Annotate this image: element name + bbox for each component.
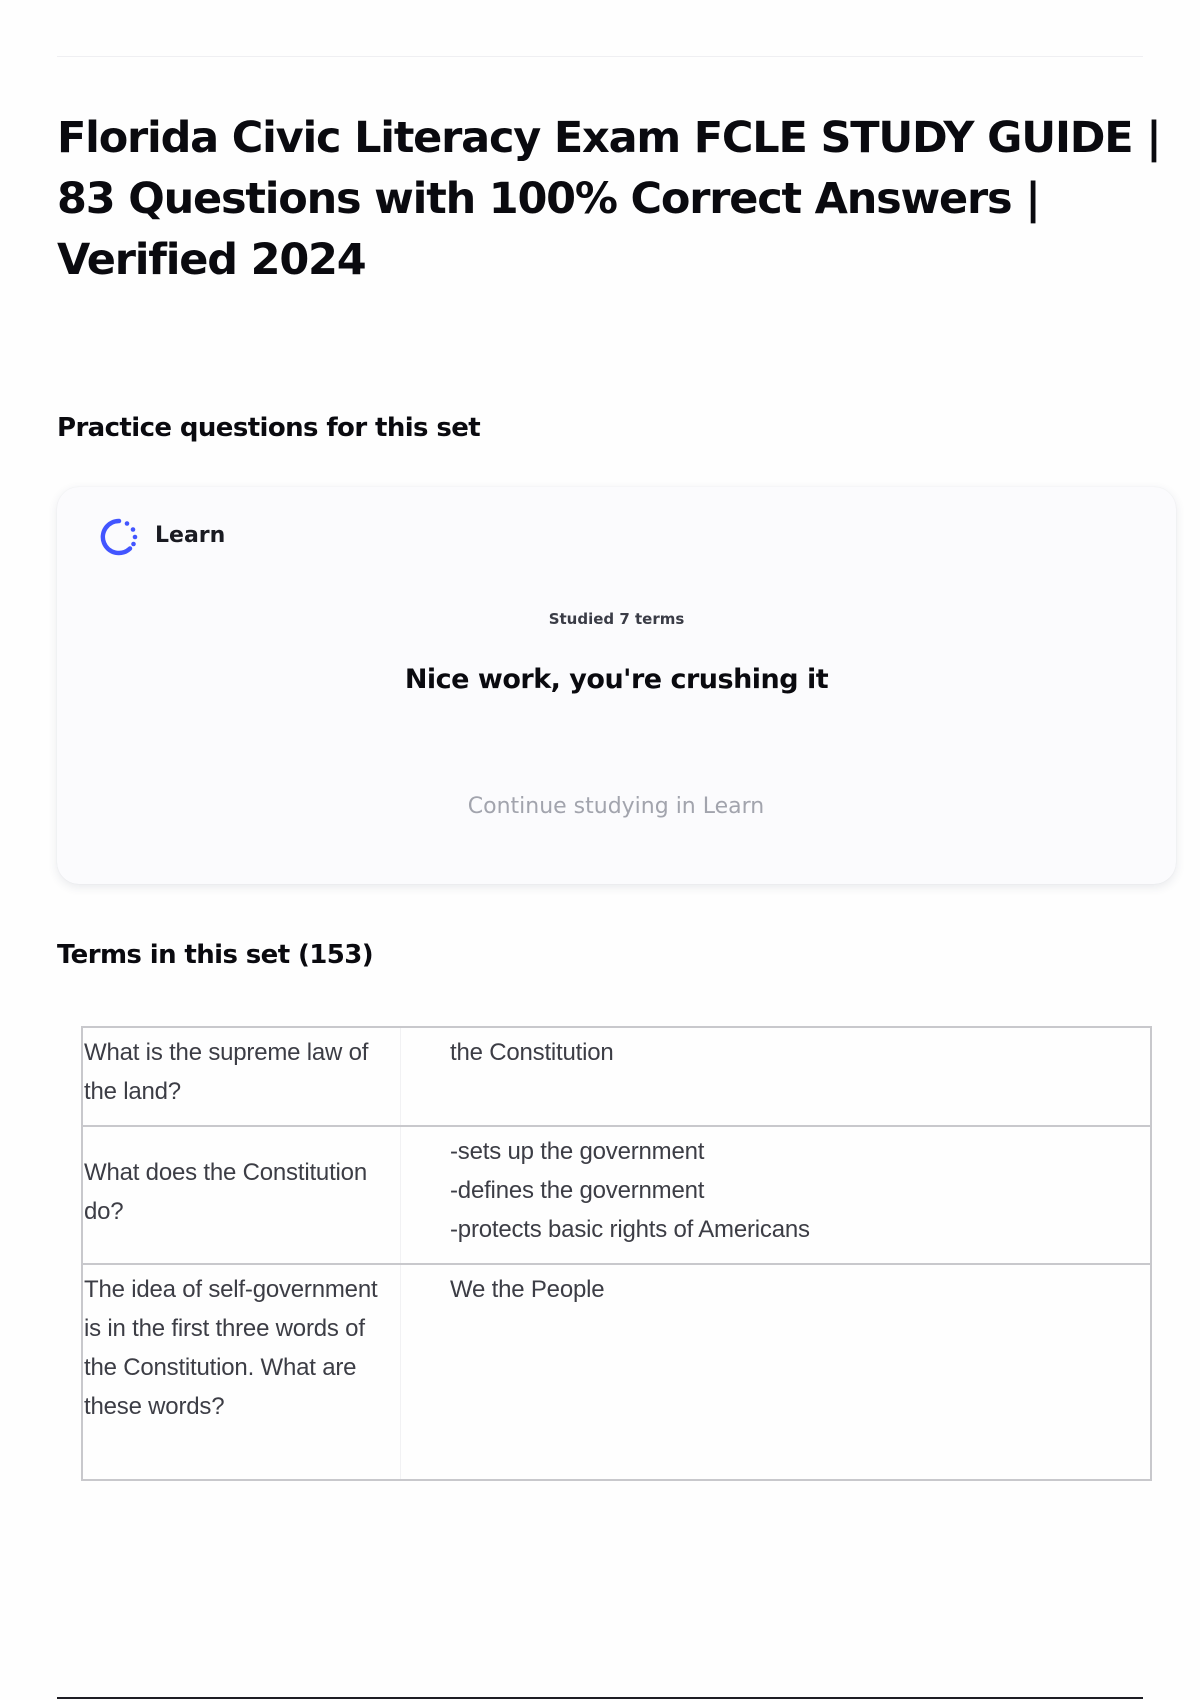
bottom-divider	[57, 1697, 1143, 1699]
definition-cell	[401, 1265, 1150, 1479]
table-row	[83, 1125, 1150, 1263]
top-divider	[57, 56, 1143, 57]
definition-line: -sets up the government	[450, 1138, 705, 1165]
continue-learn-button[interactable]: Continue studying in Learn	[467, 794, 765, 819]
term-text: What does the Constitution do?	[84, 1159, 367, 1225]
terms-section-heading: Terms in this set (153)	[57, 940, 374, 970]
definition-line: -defines the government	[450, 1177, 705, 1204]
learn-card	[57, 487, 1176, 884]
definition-line: -protects basic rights of Americans	[450, 1216, 810, 1243]
terms-table	[81, 1026, 1152, 1481]
definition-cell	[401, 1127, 1150, 1263]
term-cell: What is the supreme law of the land?	[83, 1028, 401, 1125]
definition-line: We the People	[450, 1276, 605, 1303]
document-title: Florida Civic Literacy Exam FCLE STUDY GUIDE | 83 Questions with 100% Correct Answers | Verified 2024	[57, 113, 1161, 285]
definition-line: the Constitution	[450, 1039, 614, 1066]
term-cell: The idea of self-government is in the first three words of the Constitution. What are these words?	[83, 1265, 401, 1479]
learn-label: Learn	[155, 523, 226, 548]
learn-progress-icon	[97, 515, 141, 559]
studied-count: Studied 7 terms	[548, 610, 685, 628]
table-row	[83, 1028, 1150, 1125]
table-row	[83, 1263, 1150, 1479]
definition-cell	[401, 1028, 1150, 1125]
practice-section-heading: Practice questions for this set	[57, 413, 481, 443]
progress-message: Nice work, you're crushing it	[404, 664, 829, 695]
term-cell	[83, 1127, 401, 1263]
